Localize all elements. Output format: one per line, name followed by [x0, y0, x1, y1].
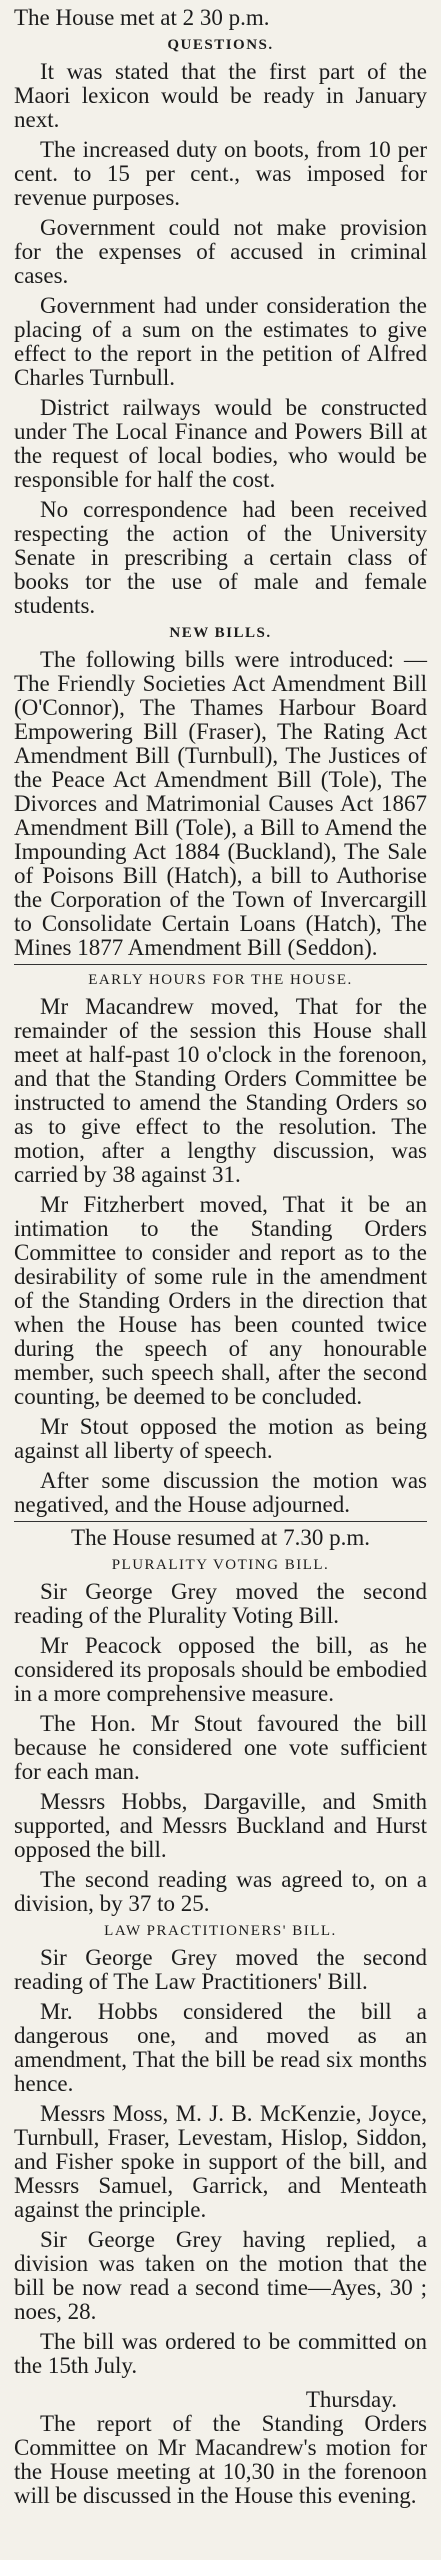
opening-line: The House met at 2 30 p.m. [14, 5, 270, 30]
early-hours-heading: EARLY HOURS FOR THE HOUSE. [88, 972, 353, 988]
early-hours-paragraph: Mr Macandrew moved, That for the remainder of the session this House shall meet at half-past 10 o'clock in the forenoon, and that the Standing Orders Committee be instructed to amend the Standing Orders so as to give effect to the resolution. The motion, after a lengthy discussion, was carried by 38 against 31. [14, 994, 427, 1187]
early-hours-paragraph: Mr Stout opposed the motion as being against all liberty of speech. [14, 1414, 427, 1463]
thursday-dateline: Thursday. [305, 2387, 397, 2412]
closing-paragraph: The report of the Standing Orders Committee on Mr Macandrew's motion for the House meeting at 10,30 in the forenoon will be discussed in the House this evening. [14, 2411, 427, 2508]
new-bills-paragraph: The following bills were introduced: —The Friendly Societies Act Amendment Bill (O'Connor), The Thames Harbour Board Empowering Bill (Fraser), The Rating Act Amendment Bill (Turnbull), The Justices of the Peace Act Amendment Bill (Tole), The Divorces and Matrimonial Causes Act 1867 Amendment Bill (Tole), a Bill to Amend the Impounding Act 1884 (Buckland), The Sale of Poisons Bill (Hatch), a bill to Authorise the Corporation of the Town of Invercargill to Consolidate Certain Loans (Hatch), The Mines 1877 Amendment Bill (Seddon). [14, 647, 427, 960]
early-hours-paragraph: Mr Fitzherbert moved, That it be an intimation to the Standing Orders Committee to consider and report as to the desirability of some rule in the amendment of the Standing Orders in the direction that when the House has been counted twice during the speech of any honourable member, such speech shall, after the second counting, be deemed to be concluded. [14, 1192, 427, 1409]
law-paragraph: Messrs Moss, M. J. B. McKenzie, Joyce, Turnbull, Fraser, Levestam, Hislop, Siddon, and Fisher spoke in support of the bill, and Messrs Samuel, Garrick, and Menteath against the principle. [14, 2101, 427, 2222]
new-bills-heading: NEW BILLS. [169, 625, 272, 641]
plurality-paragraph: The second reading was agreed to, on a division, by 37 to 25. [14, 1867, 427, 1916]
law-paragraph: The bill was ordered to be committed on the 15th July. [14, 2329, 427, 2378]
question-paragraph: No correspondence had been received respecting the action of the University Senate in prescribing a certain class of books tor the use of male and female students. [14, 497, 427, 618]
plurality-paragraph: Sir George Grey moved the second reading of the Plurality Voting Bill. [14, 1579, 427, 1628]
question-paragraph: Government had under consideration the placing of a sum on the estimates to give effect to the report in the petition of Alfred Charles Turnbull. [14, 293, 427, 390]
section-divider [14, 1521, 427, 1522]
resumed-line: The House resumed at 7.30 p.m. [71, 1525, 370, 1550]
section-divider [14, 964, 427, 965]
questions-heading: QUESTIONS. [167, 37, 274, 53]
law-paragraph: Sir George Grey moved the second reading of The Law Practitioners' Bill. [14, 1945, 427, 1994]
plurality-paragraph: The Hon. Mr Stout favoured the bill because he considered one vote sufficient for each man. [14, 1711, 427, 1784]
question-paragraph: District railways would be constructed under The Local Finance and Powers Bill at the request of local bodies, who would be responsible for half the cost. [14, 395, 427, 492]
law-paragraph: Sir George Grey having replied, a division was taken on the motion that the bill be now read a second time—Ayes, 30 ; noes, 28. [14, 2227, 427, 2324]
law-practitioners-heading: LAW PRACTITIONERS' BILL. [104, 1923, 337, 1939]
plurality-paragraph: Messrs Hobbs, Dargaville, and Smith supported, and Messrs Buckland and Hurst opposed the bill. [14, 1789, 427, 1862]
plurality-paragraph: Mr Peacock opposed the bill, as he considered its proposals should be embodied in a more comprehensive measure. [14, 1633, 427, 1706]
law-paragraph: Mr. Hobbs considered the bill a dangerous one, and moved as an amendment, That the bill be read six months hence. [14, 1999, 427, 2096]
question-paragraph: Government could not make provision for the expenses of accused in criminal cases. [14, 215, 427, 288]
question-paragraph: The increased duty on boots, from 10 per cent. to 15 per cent., was imposed for revenue purposes. [14, 137, 427, 210]
early-hours-paragraph: After some discussion the motion was negatived, and the House adjourned. [14, 1468, 427, 1517]
plurality-heading: PLURALITY VOTING BILL. [111, 1557, 330, 1573]
question-paragraph: It was stated that the first part of the Maori lexicon would be ready in January next. [14, 59, 427, 132]
